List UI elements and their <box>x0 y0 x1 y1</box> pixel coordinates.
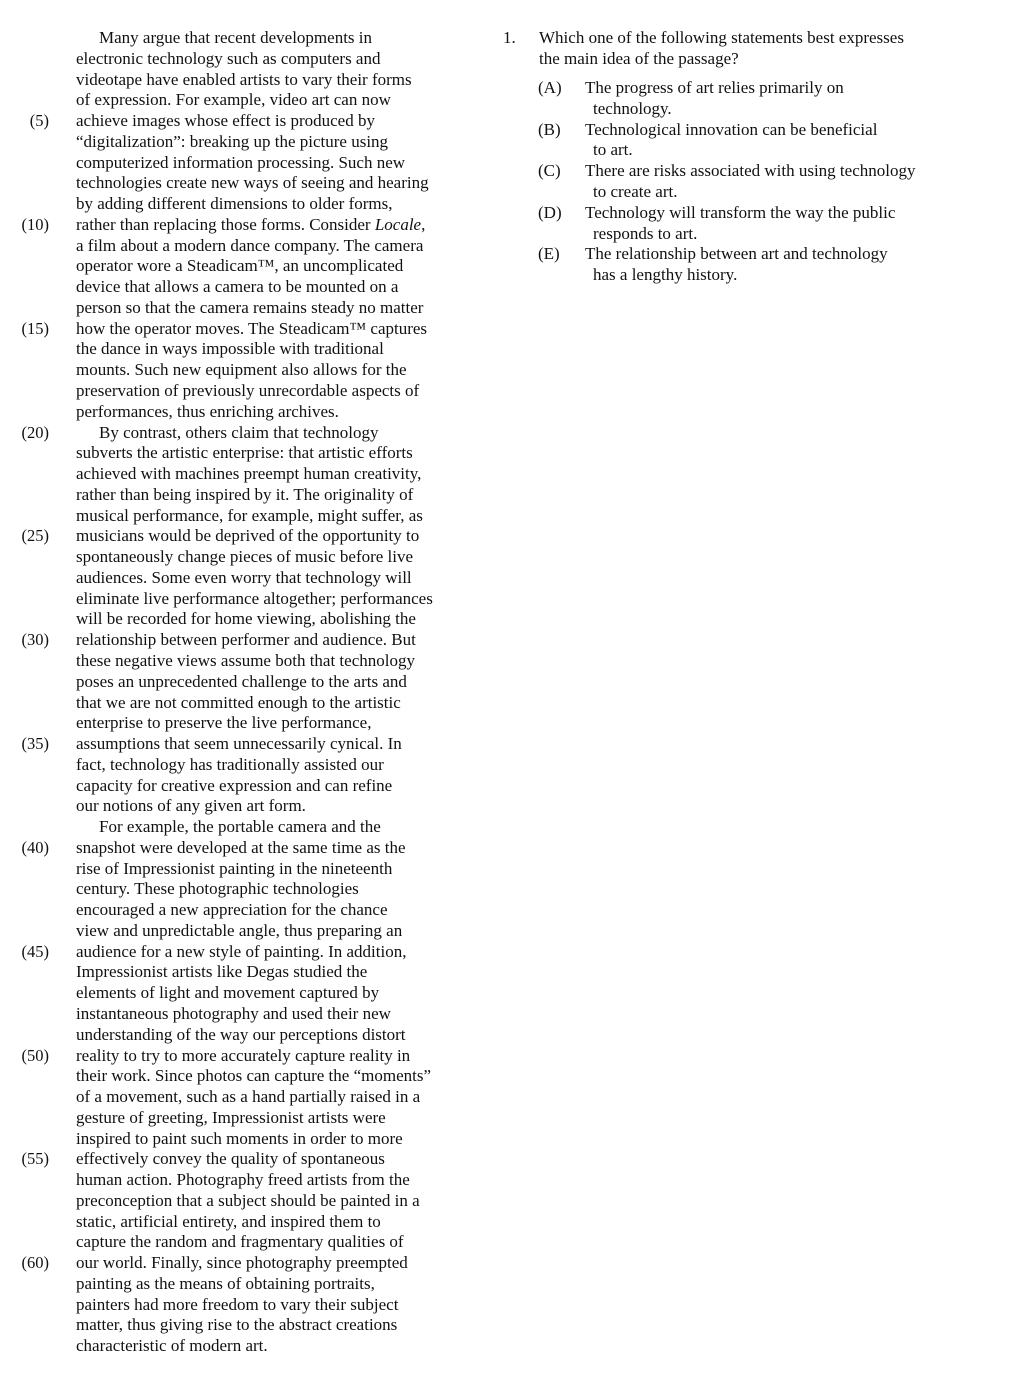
line-number: (25) <box>21 526 49 546</box>
line-text <box>76 630 416 651</box>
option-label: (A) <box>538 78 562 97</box>
line-text <box>76 1336 268 1357</box>
line-text <box>76 1253 408 1274</box>
line-text <box>76 713 371 734</box>
passage-line <box>0 1212 490 1233</box>
line-text-segment: musical performance, for example, might suffer, as <box>76 505 423 525</box>
line-text-segment: how the operator moves. The Steadicam™ captures <box>76 318 428 338</box>
passage-line <box>0 1108 490 1129</box>
line-text-segment: device that allows a camera to be mounted on a <box>76 277 399 297</box>
passage-line <box>0 1191 490 1212</box>
line-text <box>76 589 433 610</box>
passage-line <box>0 360 490 381</box>
passage-line <box>0 879 490 900</box>
answer-options <box>538 78 978 286</box>
option-text-continued: to create art. <box>593 181 678 201</box>
line-text <box>76 443 413 464</box>
line-text-segment: instantaneous photography and used their new <box>76 1003 391 1023</box>
line-number: (45) <box>21 941 49 961</box>
line-text <box>76 49 380 70</box>
passage-line <box>0 319 490 340</box>
line-text <box>76 319 427 340</box>
line-text <box>76 983 379 1004</box>
line-text <box>76 755 384 776</box>
passage-line <box>0 609 490 630</box>
line-text <box>76 547 413 568</box>
line-text <box>76 796 306 817</box>
line-text-segment: , <box>421 214 426 234</box>
passage-line <box>0 153 490 174</box>
line-text-segment: For example, the portable camera and the <box>99 817 381 837</box>
line-text-segment: capture the random and fragmentary qualities of <box>76 1232 404 1252</box>
passage-line <box>0 859 490 880</box>
line-text <box>99 28 372 49</box>
passage-line <box>0 1170 490 1191</box>
passage-line <box>0 1232 490 1253</box>
passage-line <box>0 49 490 70</box>
line-text-segment: technologies create new ways of seeing and hearing <box>76 173 429 193</box>
option-label: (E) <box>538 244 560 264</box>
line-text-segment: achieved with machines preempt human creativity, <box>76 464 422 484</box>
line-text-segment: rather than replacing those forms. Consider <box>76 214 375 234</box>
question-stem-line: Which one of the following statements best expresses <box>539 28 904 47</box>
passage-line <box>0 90 490 111</box>
passage-line <box>0 339 490 360</box>
line-text-segment: preconception that a subject should be painted in a <box>76 1190 420 1210</box>
passage-line <box>0 693 490 714</box>
line-text-segment: mounts. Such new equipment also allows for the <box>76 360 407 380</box>
line-text-segment: that we are not committed enough to the artistic <box>76 692 401 712</box>
passage-line <box>0 1295 490 1316</box>
passage-line <box>0 630 490 651</box>
passage-line <box>0 298 490 319</box>
passage-line <box>0 589 490 610</box>
passage-line <box>0 402 490 423</box>
line-text <box>76 90 391 111</box>
passage-line <box>0 194 490 215</box>
line-text <box>76 1025 406 1046</box>
line-text-segment: rise of Impressionist painting in the nineteenth <box>76 858 393 878</box>
passage-line <box>0 672 490 693</box>
line-text <box>76 381 419 402</box>
passage-line <box>0 838 490 859</box>
passage-line <box>0 734 490 755</box>
line-number: (5) <box>29 111 49 131</box>
line-text-segment: understanding of the way our perceptions distort <box>76 1024 406 1044</box>
line-text-segment: spontaneously change pieces of music before live <box>76 547 414 567</box>
passage-line <box>0 1315 490 1336</box>
line-text-segment: poses an unprecedented challenge to the arts and <box>76 671 407 691</box>
passage-line <box>0 277 490 298</box>
passage-line <box>0 1087 490 1108</box>
line-text <box>76 942 406 963</box>
line-text-segment: fact, technology has traditionally assisted our <box>76 754 384 774</box>
line-text-segment: these negative views assume both that technology <box>76 650 415 670</box>
passage-line <box>0 173 490 194</box>
line-text <box>76 1129 403 1150</box>
line-text-segment: human action. Photography freed artists from the <box>76 1170 410 1190</box>
line-text-segment: rather than being inspired by it. The originality of <box>76 484 414 504</box>
option-text-continued: has a lengthy history. <box>593 265 738 285</box>
passage-line <box>0 132 490 153</box>
line-text-segment: the dance in ways impossible with traditional <box>76 339 384 359</box>
passage-line <box>0 962 490 983</box>
line-text-segment: of expression. For example, video art can now <box>76 90 391 110</box>
passage-line <box>0 547 490 568</box>
line-text <box>76 277 398 298</box>
passage-line <box>0 1025 490 1046</box>
line-text <box>76 402 339 423</box>
line-number: (40) <box>21 837 49 857</box>
line-text-segment: elements of light and movement captured by <box>76 983 380 1003</box>
line-text <box>76 776 392 797</box>
line-text-segment: relationship between performer and audience. But <box>76 630 416 650</box>
line-text <box>76 194 393 215</box>
line-text <box>76 256 403 277</box>
reading-passage <box>0 28 490 1357</box>
passage-line <box>0 443 490 464</box>
line-text <box>76 526 419 547</box>
passage-line <box>0 1004 490 1025</box>
option-text: Technological innovation can be beneficial <box>585 119 878 139</box>
line-text <box>99 423 379 444</box>
passage-line <box>0 485 490 506</box>
line-text <box>76 153 405 174</box>
passage-line <box>0 776 490 797</box>
passage-line <box>0 70 490 91</box>
question-number: 1. <box>503 28 516 47</box>
line-text <box>76 651 415 672</box>
question-stem <box>539 28 979 70</box>
passage-line <box>0 1149 490 1170</box>
line-text <box>76 173 429 194</box>
passage-line <box>0 111 490 132</box>
passage-line <box>0 215 490 236</box>
line-text <box>76 879 359 900</box>
line-text-segment: By contrast, others claim that technology <box>99 422 379 442</box>
line-text-segment: painters had more freedom to vary their subject <box>76 1294 399 1314</box>
line-text <box>76 464 421 485</box>
line-text-segment: view and unpredictable angle, thus preparing an <box>76 920 403 940</box>
option-text-continued: to art. <box>593 140 633 160</box>
passage-line <box>0 651 490 672</box>
line-text <box>76 838 406 859</box>
line-text-segment: Impressionist artists like Degas studied the <box>76 962 368 982</box>
line-text-segment: person so that the camera remains steady no matter <box>76 297 424 317</box>
line-text-segment: performances, thus enriching archives. <box>76 401 339 421</box>
line-text <box>76 921 402 942</box>
line-text-segment: computerized information processing. Such new <box>76 152 406 172</box>
passage-line <box>0 1129 490 1150</box>
answer-option-a[interactable] <box>538 78 978 120</box>
line-number: (60) <box>21 1253 49 1273</box>
line-text <box>76 1212 381 1233</box>
line-text-segment: musicians would be deprived of the opportunity to <box>76 526 420 546</box>
line-text-segment: a film about a modern dance company. The camera <box>76 235 424 255</box>
line-text-segment: audience for a new style of painting. In addition, <box>76 941 407 961</box>
line-text <box>76 672 407 693</box>
answer-option-c[interactable] <box>538 161 978 203</box>
line-text <box>76 609 416 630</box>
line-text <box>76 1108 386 1129</box>
line-text-segment: encouraged a new appreciation for the chance <box>76 900 388 920</box>
line-text <box>76 506 423 527</box>
line-text <box>76 1191 420 1212</box>
line-text <box>99 817 381 838</box>
passage-line <box>0 381 490 402</box>
line-text <box>76 215 425 236</box>
answer-option-d[interactable] <box>538 203 978 245</box>
passage-line <box>0 755 490 776</box>
line-text <box>76 859 392 880</box>
line-text <box>76 1066 431 1087</box>
line-text-segment: inspired to paint such moments in order to more <box>76 1128 403 1148</box>
option-text-continued: responds to art. <box>593 223 698 243</box>
line-text-segment: operator wore a Steadicam™, an uncomplicated <box>76 256 404 276</box>
option-text: The relationship between art and technology <box>585 244 888 264</box>
line-text <box>76 339 384 360</box>
line-text <box>76 693 401 714</box>
line-text-segment: enterprise to preserve the live performance, <box>76 713 372 733</box>
line-number: (50) <box>21 1045 49 1065</box>
answer-option-e[interactable] <box>538 244 978 286</box>
film-title: Locale <box>374 214 422 234</box>
passage-line <box>0 464 490 485</box>
line-text-segment: our world. Finally, since photography preempted <box>76 1253 408 1273</box>
passage-line <box>0 1336 490 1357</box>
passage-line <box>0 921 490 942</box>
line-text-segment: achieve images whose effect is produced by <box>76 111 375 131</box>
line-text-segment: capacity for creative expression and can refine <box>76 775 393 795</box>
line-text-segment: century. These photographic technologies <box>76 879 359 899</box>
line-number: (30) <box>21 630 49 650</box>
line-number: (35) <box>21 734 49 754</box>
line-text <box>76 1004 391 1025</box>
line-text-segment: audiences. Some even worry that technology will <box>76 567 412 587</box>
line-text-segment: preservation of previously unrecordable aspects of <box>76 381 420 401</box>
passage-line <box>0 817 490 838</box>
line-text-segment: gesture of greeting, Impressionist artists were <box>76 1107 386 1127</box>
line-text-segment: of a movement, such as a hand partially raised in a <box>76 1087 421 1107</box>
line-text-segment: our notions of any given art form. <box>76 796 306 816</box>
line-text <box>76 236 423 257</box>
line-number: (20) <box>21 422 49 442</box>
passage-line <box>0 1046 490 1067</box>
passage-line <box>0 713 490 734</box>
line-text-segment: snapshot were developed at the same time as the <box>76 837 406 857</box>
passage-line <box>0 236 490 257</box>
line-text-segment: electronic technology such as computers and <box>76 48 381 68</box>
option-label: (B) <box>538 119 561 139</box>
line-text-segment: reality to try to more accurately capture reality in <box>76 1045 411 1065</box>
passage-line <box>0 900 490 921</box>
passage-line <box>0 423 490 444</box>
line-text-segment: subverts the artistic enterprise: that artistic efforts <box>76 443 413 463</box>
passage-line <box>0 1274 490 1295</box>
line-text-segment: static, artificial entirety, and inspired them to <box>76 1211 381 1231</box>
line-text <box>76 1274 375 1295</box>
line-text <box>76 1295 398 1316</box>
line-text-segment: by adding different dimensions to older forms, <box>76 194 393 214</box>
line-text-segment: “digitalization”: breaking up the picture using <box>76 131 389 151</box>
line-text-segment: painting as the means of obtaining portraits, <box>76 1273 375 1293</box>
passage-line <box>0 1066 490 1087</box>
passage-line <box>0 256 490 277</box>
line-text <box>76 1232 404 1253</box>
line-text <box>76 360 407 381</box>
line-number: (15) <box>21 318 49 338</box>
answer-option-b[interactable] <box>538 120 978 162</box>
line-text <box>76 111 375 132</box>
passage-line <box>0 942 490 963</box>
passage-line <box>0 28 490 49</box>
line-text-segment: eliminate live performance altogether; performances <box>76 588 433 608</box>
line-text <box>76 900 388 921</box>
line-text-segment: matter, thus giving rise to the abstract creations <box>76 1315 398 1335</box>
line-text <box>76 298 423 319</box>
line-text-segment: their work. Since photos can capture the “moments” <box>76 1066 431 1086</box>
passage-line <box>0 1253 490 1274</box>
passage-line <box>0 526 490 547</box>
line-text <box>76 962 367 983</box>
line-text <box>76 1315 397 1336</box>
line-text <box>76 568 412 589</box>
option-label: (C) <box>538 161 561 181</box>
line-text-segment: effectively convey the quality of spontaneous <box>76 1149 385 1169</box>
line-text <box>76 1046 410 1067</box>
option-text-continued: technology. <box>593 98 672 118</box>
line-text-segment: Many argue that recent developments in <box>99 28 373 47</box>
passage-line <box>0 568 490 589</box>
line-text-segment: will be recorded for home viewing, abolishing the <box>76 609 416 629</box>
question-stem-line: the main idea of the passage? <box>539 48 739 68</box>
line-text-segment: characteristic of modern art. <box>76 1336 268 1356</box>
line-number: (10) <box>21 214 49 234</box>
line-text <box>76 734 402 755</box>
line-text <box>76 70 412 91</box>
line-number: (55) <box>21 1149 49 1169</box>
line-text-segment: assumptions that seem unnecessarily cynical. In <box>76 734 402 754</box>
line-text <box>76 1087 420 1108</box>
line-text <box>76 1149 385 1170</box>
option-text: There are risks associated with using technology <box>585 161 916 181</box>
line-text-segment: videotape have enabled artists to vary their forms <box>76 69 412 89</box>
option-text: Technology will transform the way the public <box>585 202 896 222</box>
line-text <box>76 132 388 153</box>
passage-line <box>0 506 490 527</box>
line-text <box>76 485 413 506</box>
line-text <box>76 1170 410 1191</box>
passage-line <box>0 796 490 817</box>
option-text: The progress of art relies primarily on <box>585 78 844 97</box>
passage-line <box>0 983 490 1004</box>
option-label: (D) <box>538 202 562 222</box>
